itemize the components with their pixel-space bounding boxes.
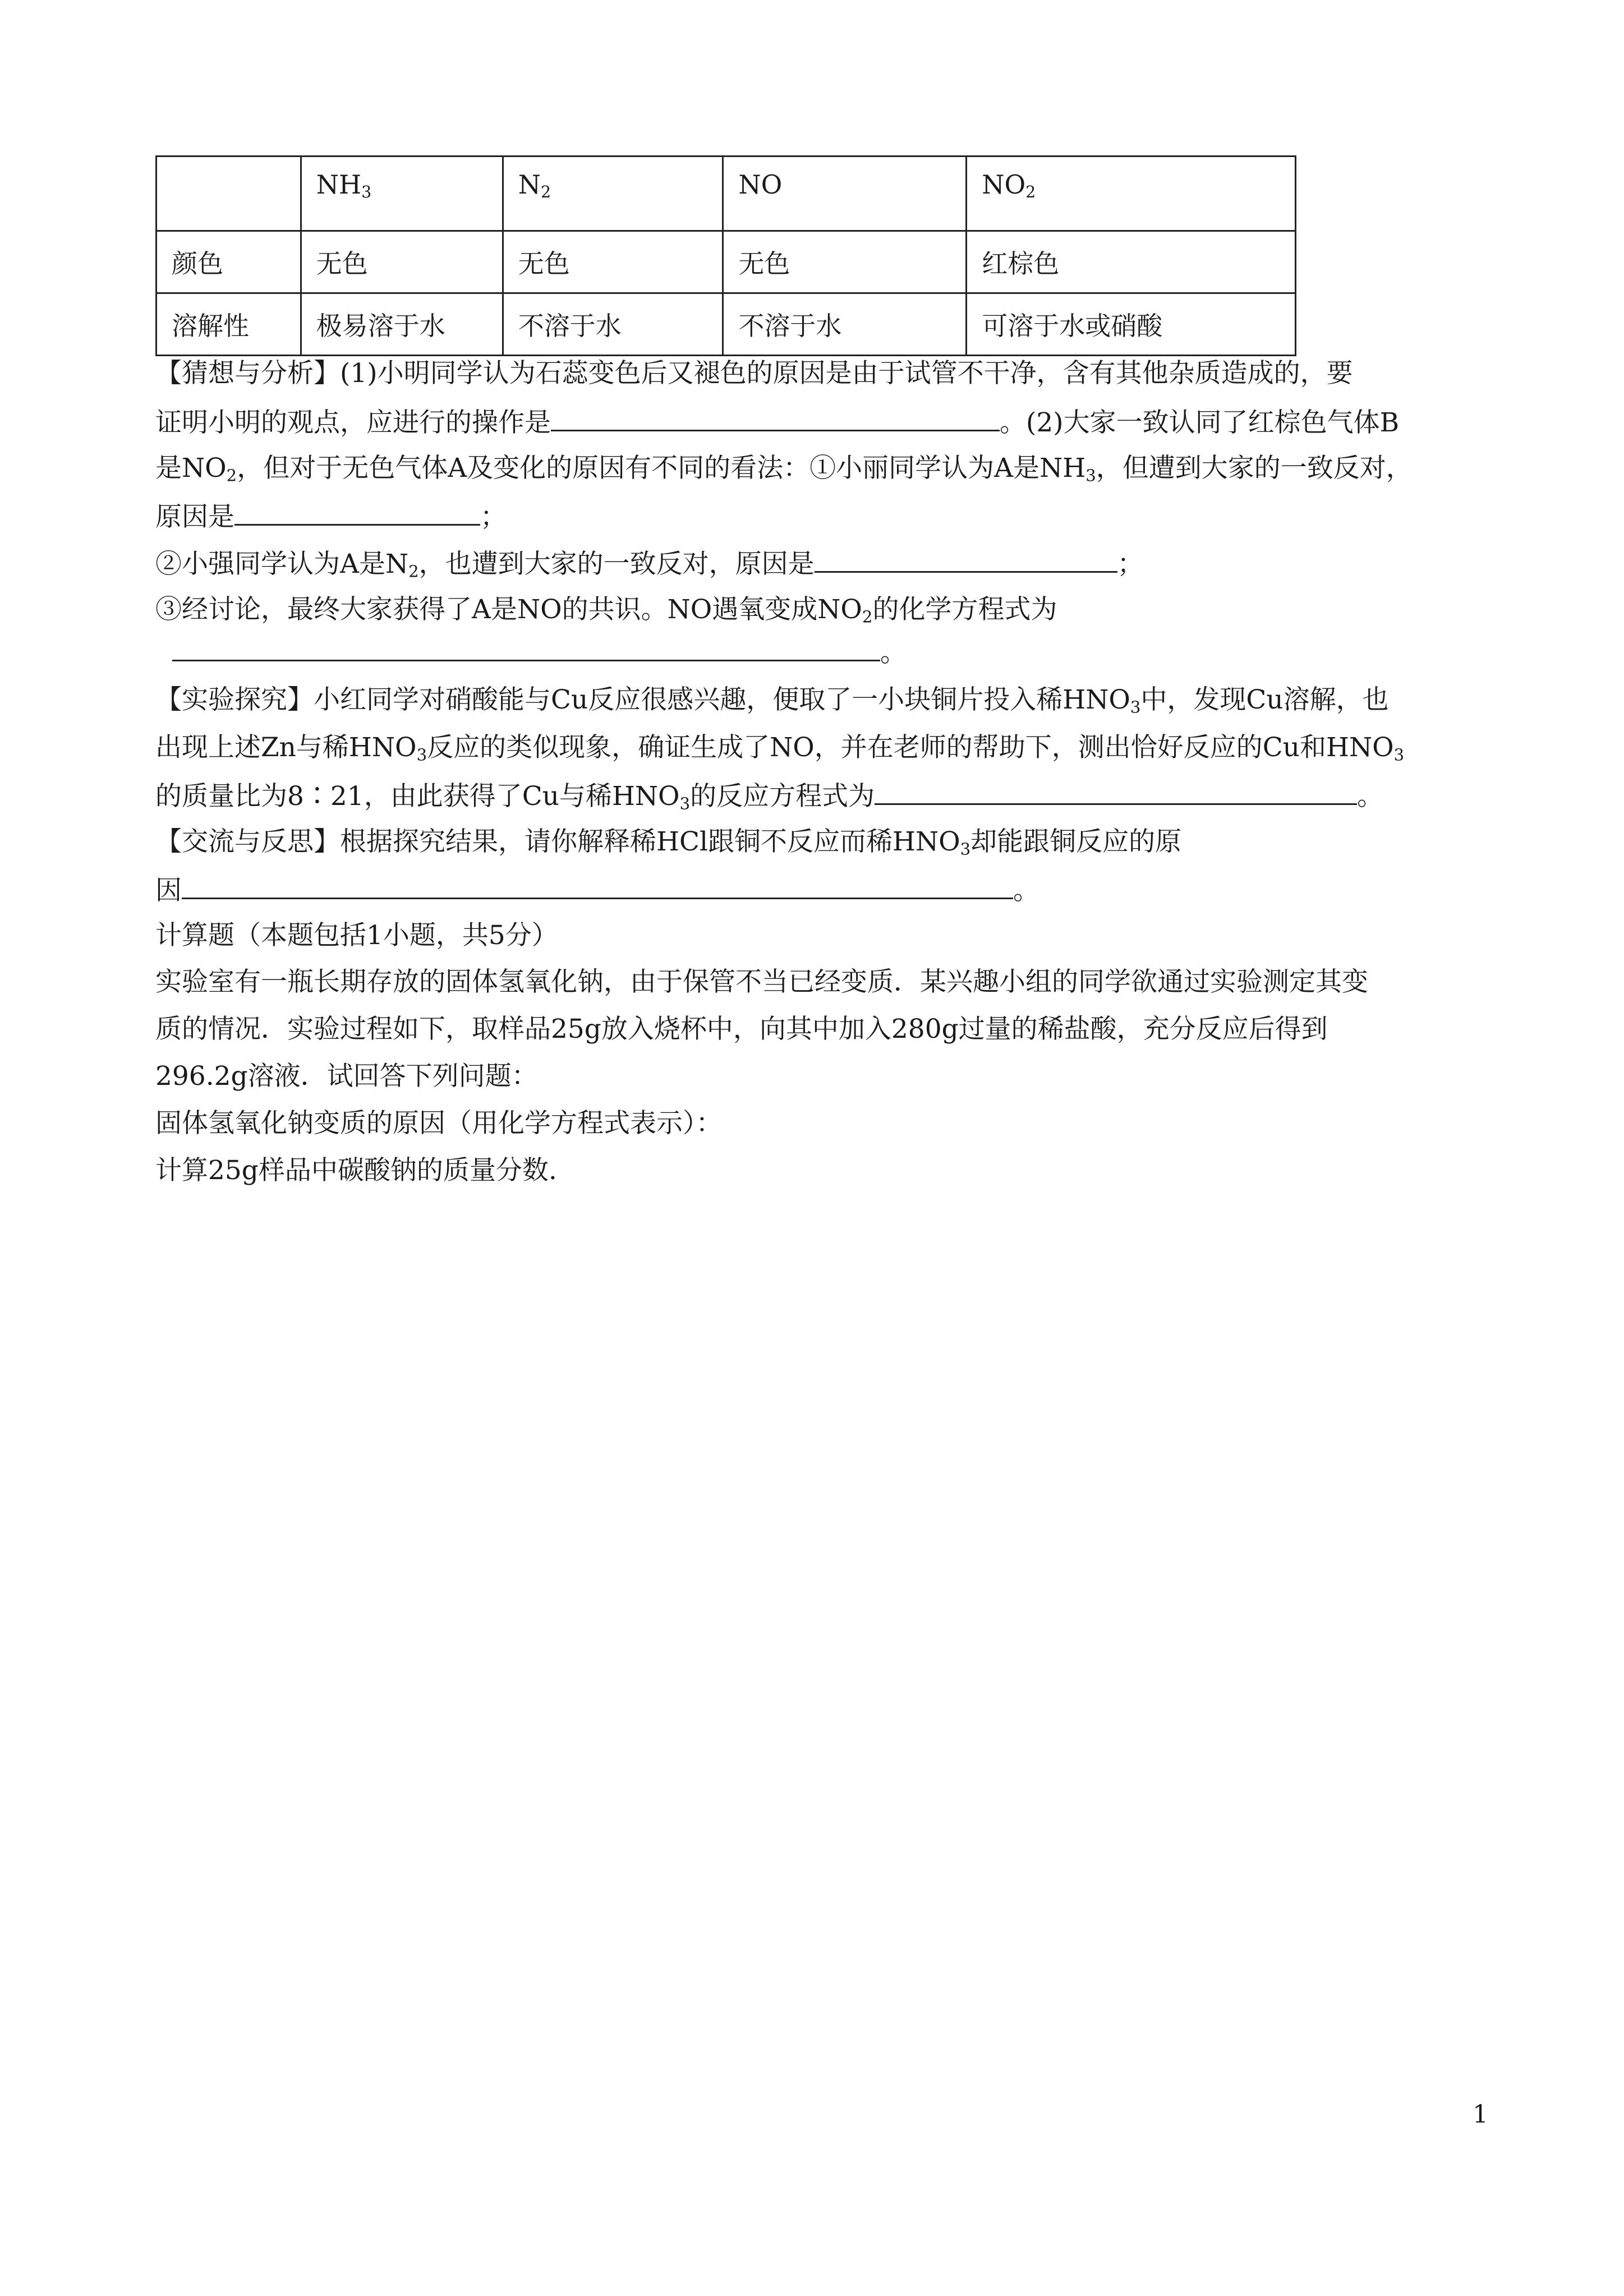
answer-blank[interactable]	[551, 402, 1000, 431]
header-no2: $NO_2$	[967, 157, 1296, 231]
table-cell: 无色	[723, 231, 967, 293]
section-heading: 计算题（本题包括1小题，共5分）	[155, 920, 558, 951]
page-number: 1	[1473, 2100, 1488, 2129]
table-cell: 可溶于水或硝酸	[967, 293, 1296, 356]
text-line: 计算25g样品中碳酸钠的质量分数.	[155, 1155, 557, 1186]
text-line: 是$NO_2$，但对于无色气体A及变化的原因有不同的看法：①小丽同学认为A是$NH_3$，但遭到大家的一致反对，	[155, 453, 1413, 485]
table-cell: 不溶于水	[503, 293, 723, 356]
table-cell: 极易溶于水	[301, 293, 503, 356]
answer-blank[interactable]	[182, 869, 1013, 899]
text-line: 固体氢氧化钠变质的原因（用化学方程式表示）：	[155, 1108, 723, 1139]
text-line: 296.2g溶液．试回答下列问题：	[155, 1061, 538, 1092]
table-row	[157, 293, 1296, 356]
text-line: 因 。	[155, 869, 1490, 910]
row-label: 颜色	[157, 231, 301, 293]
answer-blank[interactable]	[172, 632, 880, 661]
table-cell: 无色	[301, 231, 503, 293]
text-line: 。	[172, 632, 1507, 673]
text-line: 的质量比为8∶21，由此获得了Cu与稀$HNO_3$的反应方程式为 。	[155, 775, 1490, 816]
text-line: 【猜想与分析】(1)小明同学认为石蕊变色后又褪色的原因是由于试管不干净，含有其他杂质造成的，要	[155, 358, 1353, 389]
answer-blank[interactable]	[875, 775, 1357, 805]
text-line: 质的情况．实验过程如下，取样品25g放入烧杯中，向其中加入280g过量的稀盐酸，充分反应后得到	[155, 1014, 1328, 1045]
text-line: 实验室有一瓶长期存放的固体氢氧化钠，由于保管不当已经变质．某兴趣小组的同学欲通过实验测定其变	[155, 967, 1368, 997]
text-line: 【交流与反思】根据探究结果，请你解释稀HCl跟铜不反应而稀$HNO_3$却能跟铜反应的原	[155, 826, 1182, 859]
table-corner-cell	[157, 157, 301, 231]
table-row	[157, 231, 1296, 293]
header-no: NO	[723, 157, 967, 231]
answer-blank[interactable]	[234, 496, 480, 526]
table-cell: 红棕色	[967, 231, 1296, 293]
text-line: 出现上述Zn与稀$HNO_3$反应的类似现象，确证生成了NO，并在老师的帮助下，测出恰好反应的Cu和$HNO_3$	[155, 732, 1405, 765]
table-cell: 无色	[503, 231, 723, 293]
text-line: ③经讨论，最终大家获得了A是NO的共识。NO遇氧变成$NO_2$的化学方程式为	[155, 594, 1057, 627]
header-nh3: $NH_3$	[301, 157, 503, 231]
table-header-row	[157, 157, 1296, 231]
row-label: 溶解性	[157, 293, 301, 356]
gas-properties-table	[155, 155, 1296, 356]
table-cell: 不溶于水	[723, 293, 967, 356]
text-line: 证明小明的观点，应进行的操作是 。(2)大家一致认同了红棕色气体B	[155, 402, 1490, 443]
text-line: ②小强同学认为A是$N_2$，也遭到大家的一致反对，原因是 ；	[155, 543, 1490, 584]
text-line: 原因是 ；	[155, 496, 1490, 537]
answer-blank[interactable]	[815, 543, 1117, 573]
header-n2: $N_2$	[503, 157, 723, 231]
text-line: 【实验探究】小红同学对硝酸能与Cu反应很感兴趣，便取了一小块铜片投入稀$HNO_3$中，发现Cu溶解，也	[155, 684, 1389, 717]
